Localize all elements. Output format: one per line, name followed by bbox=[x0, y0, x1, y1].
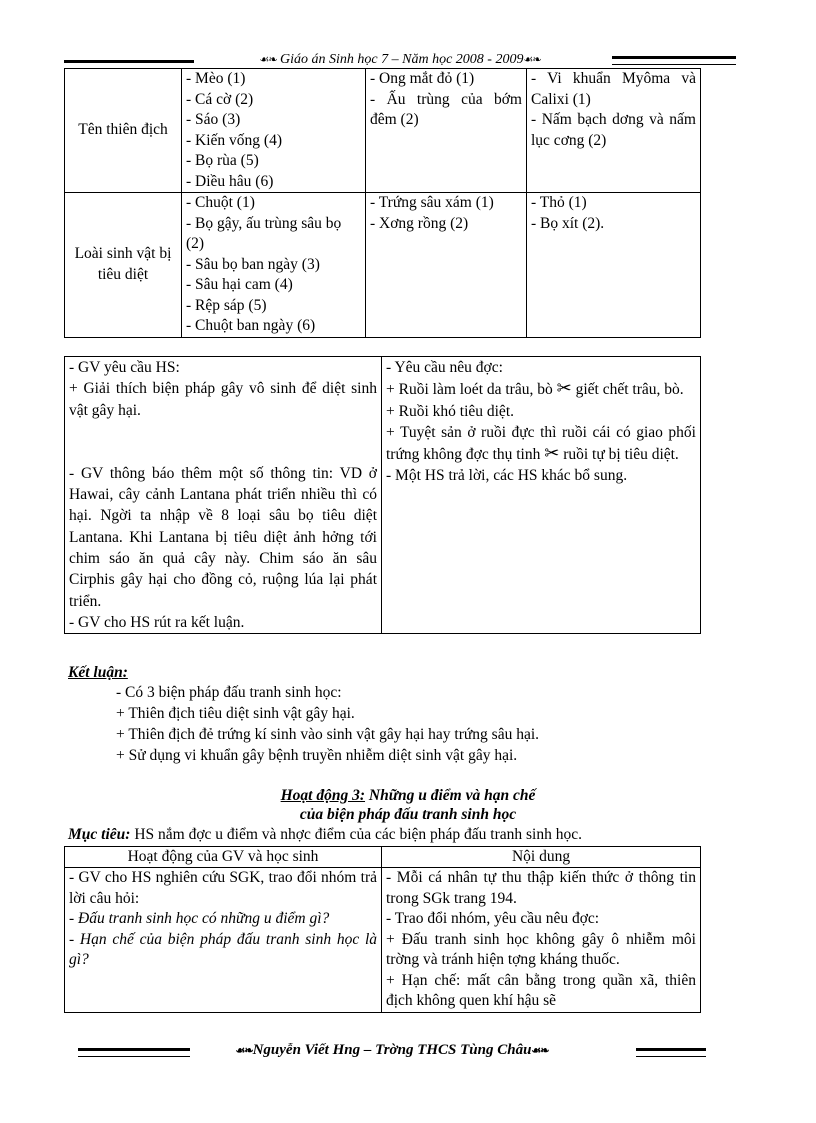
list-item: - Ong mắt đỏ (1) bbox=[370, 70, 475, 87]
conclusion-line: - Có 3 biện pháp đấu tranh sinh học: bbox=[116, 684, 342, 701]
conclusion-title: Kết luận: bbox=[68, 664, 128, 681]
list-item: - Trứng sâu xám (1) bbox=[370, 194, 494, 211]
activity-table bbox=[64, 356, 701, 634]
ornament-icon: ☙❧ bbox=[523, 54, 541, 66]
conclusion-section bbox=[68, 664, 540, 764]
paragraph: + Đấu tranh sinh học không gây ô nhiễm môi trờng và tránh hiện tợng kháng thuốc. bbox=[386, 930, 696, 968]
ornament-icon: ☙❧ bbox=[235, 1045, 253, 1057]
text: + Tuyệt sản ở ruồi đực thì ruồi cái có giao phối trứng không đợc thụ tinh bbox=[386, 423, 696, 464]
table-cell bbox=[182, 69, 366, 193]
table-cell bbox=[527, 193, 701, 338]
list-item: - Bọ gậy, ấu trùng sâu bọ (2) bbox=[186, 214, 342, 252]
question: - Hạn chế của biện pháp đấu tranh sinh học là gì? bbox=[69, 930, 377, 968]
table-row bbox=[65, 357, 701, 634]
table-cell bbox=[366, 193, 527, 338]
list-item: - Cá cờ (2) bbox=[186, 90, 254, 108]
conclusion-line: + Thiên địch tiêu diệt sinh vật gây hại. bbox=[116, 705, 355, 722]
list-item: - Thỏ (1) bbox=[531, 194, 587, 211]
table-cell bbox=[182, 193, 366, 338]
list-item: - Diều hâu (6) bbox=[186, 172, 274, 190]
list-item: - Mèo (1) bbox=[186, 70, 246, 87]
activity-label: Hoạt động 3: bbox=[280, 787, 366, 804]
header-title: Giáo án Sinh học 7 – Năm học 2008 - 2009 bbox=[280, 52, 524, 67]
paragraph bbox=[386, 422, 696, 466]
paragraph: - GV yêu cầu HS: bbox=[69, 359, 180, 376]
activity-heading bbox=[0, 787, 816, 805]
text: ruồi tự bị tiêu diệt. bbox=[563, 446, 679, 464]
table-cell bbox=[366, 69, 527, 193]
activity-subheading: của biện pháp đấu tranh sinh học bbox=[299, 806, 517, 823]
content-cell bbox=[382, 868, 701, 1013]
column-header: Nội dung bbox=[382, 847, 701, 868]
ornament-icon: ☙❧ bbox=[531, 1045, 549, 1057]
teacher-activity-cell bbox=[65, 868, 382, 1013]
paragraph: - GV thông báo thêm một số thông tin: VD ở Hawai, cây cảnh Lantana phát triển nhiều thì có hại. Ngời ta nhập về 8 loại sâu bọ tiêu diệt Lantana. Khi Lantana bị tiêu diệt ảnh hởng tới chim sáo ăn quả cây này. Chim sáo ăn sâu Cirphis gây hại cho đồng cỏ, ruộng lúa lại phát triển. bbox=[69, 464, 377, 610]
paragraph: + Giải thích biện pháp gây vô sinh để diệt sinh vật gây hại. bbox=[69, 380, 377, 419]
activity3-table bbox=[64, 846, 701, 1013]
footer-author: Nguyễn Viết Hng – Trờng THCS Tùng Châu bbox=[252, 1042, 532, 1058]
table-cell bbox=[527, 69, 701, 193]
row-label: Tên thiên địch bbox=[65, 69, 182, 193]
scissors-arrow-icon: ✂ bbox=[556, 378, 572, 399]
conclusion-line: + Thiên địch đẻ trứng kí sinh vào sinh vật gây hại hay trứng sâu hại. bbox=[116, 726, 540, 743]
paragraph: - GV cho HS rút ra kết luận. bbox=[69, 613, 245, 631]
goal-text: HS nắm đợc u điểm và nhợc điểm của các biện pháp đấu tranh sinh học. bbox=[130, 826, 582, 843]
paragraph bbox=[386, 378, 696, 400]
paragraph: - Mỗi cá nhân tự thu thập kiến thức ở thông tin trong SGk trang 194. bbox=[386, 869, 696, 907]
list-item: - Nấm bạch dơng và nấm lục cơng (2) bbox=[531, 111, 696, 149]
paragraph: + Hạn chế: mất cân bằng trong quần xã, thiên địch không quen khí hậu sẽ bbox=[386, 971, 696, 1009]
conclusion-line: + Sử dụng vi khuẩn gây bệnh truyền nhiễm diệt sinh vật gây hại. bbox=[116, 747, 518, 764]
list-item: - Chuột (1) bbox=[186, 194, 255, 211]
list-item: - Xơng rồng (2) bbox=[370, 214, 469, 232]
student-activity-cell bbox=[382, 357, 701, 634]
table-row bbox=[65, 69, 701, 193]
paragraph: - Một HS trả lời, các HS khác bổ sung. bbox=[386, 467, 628, 485]
list-item: - Vi khuẩn Myôma và Calixi (1) bbox=[531, 70, 696, 108]
list-item: - Kiến vống (4) bbox=[186, 131, 282, 149]
teacher-activity-cell bbox=[65, 357, 382, 634]
list-item: - Sâu hại cam (4) bbox=[186, 276, 293, 293]
ornament-icon: ☙❧ bbox=[259, 54, 277, 66]
activity-title: Những u điểm và hạn chế bbox=[365, 787, 536, 804]
text: giết chết trâu, bò. bbox=[575, 381, 684, 399]
list-item: - Ấu trùng của bớm đêm (2) bbox=[370, 90, 522, 128]
goal-line bbox=[68, 826, 582, 844]
table-row bbox=[65, 868, 701, 1013]
goal-label: Mục tiêu: bbox=[68, 826, 131, 843]
list-item: - Sáo (3) bbox=[186, 111, 241, 128]
footer-text bbox=[78, 1042, 706, 1059]
paragraph: - GV cho HS nghiên cứu SGK, trao đổi nhóm trả lời câu hỏi: bbox=[69, 869, 377, 907]
list-item: - Rệp sáp (5) bbox=[186, 296, 267, 314]
table-header-row bbox=[65, 847, 701, 868]
paragraph: - Trao đổi nhóm, yêu cầu nêu đợc: bbox=[386, 910, 600, 927]
header-text bbox=[64, 52, 736, 68]
question: - Đấu tranh sinh học có những u điểm gì? bbox=[69, 910, 330, 927]
natural-enemies-table bbox=[64, 68, 701, 338]
page-footer bbox=[78, 1042, 706, 1064]
table-row bbox=[65, 193, 701, 338]
column-header: Hoạt động của GV và học sinh bbox=[65, 847, 382, 868]
paragraph: + Ruồi khó tiêu diệt. bbox=[386, 402, 514, 420]
text: + Ruồi làm loét da trâu, bò bbox=[386, 381, 553, 399]
row-label: Loài sinh vật bị tiêu diệt bbox=[65, 193, 182, 338]
list-item: - Chuột ban ngày (6) bbox=[186, 317, 316, 334]
list-item: - Bọ xít (2). bbox=[531, 214, 605, 232]
scissors-arrow-icon: ✂ bbox=[544, 443, 560, 464]
list-item: - Sâu bọ ban ngày (3) bbox=[186, 255, 320, 273]
list-item: - Bọ rùa (5) bbox=[186, 152, 259, 169]
paragraph: - Yêu cầu nêu đợc: bbox=[386, 359, 503, 376]
